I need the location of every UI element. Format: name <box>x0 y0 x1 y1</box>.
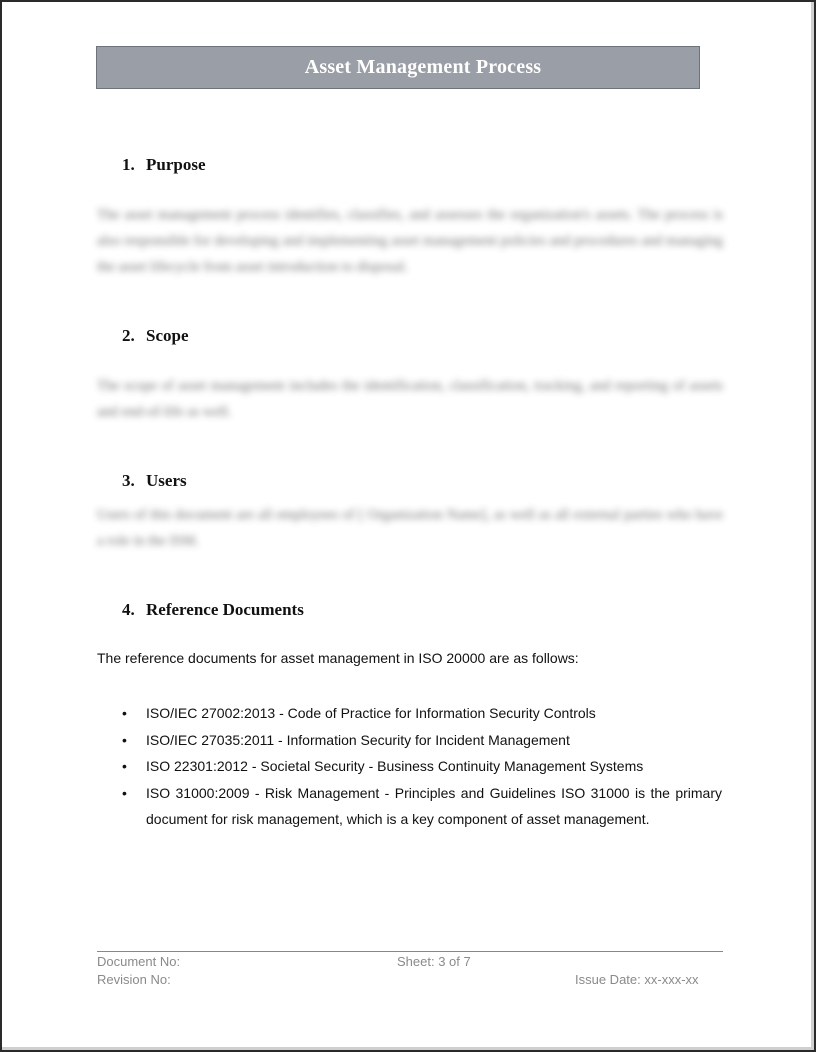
section-body-users: Users of this document are all employees of [ Organization Name], as well as all external parties who have a role in the ISM. <box>97 507 723 549</box>
reference-item-text: ISO 22301:2012 - Societal Security - Business Continuity Management Systems <box>146 758 644 774</box>
footer-revision-no: Revision No: <box>97 972 171 987</box>
title-banner <box>96 46 700 89</box>
section-number: 4. <box>122 600 135 619</box>
reference-item-text: ISO 31000:2009 - Risk Management - Principles and Guidelines ISO 31000 is the primary document for risk management, which is a key component of asset management. <box>146 784 722 827</box>
section-heading-purpose <box>122 155 206 175</box>
list-item <box>122 753 722 780</box>
footer-issue-date: Issue Date: xx-xxx-xx <box>575 972 699 987</box>
footer-document-no: Document No: <box>97 954 181 969</box>
footer-sheet-number: Sheet: 3 of 7 <box>397 954 471 969</box>
reference-item-text: ISO/IEC 27002:2013 - Code of Practice for Information Security Controls <box>146 705 596 721</box>
reference-intro-text: The reference documents for asset management in ISO 20000 are as follows: <box>97 650 579 666</box>
section-body-purpose: The asset management process identifies, classifies, and assesses the organization's assets. The process is also responsible for developing and implementing asset management policies and procedures and managing the asset lifecycle from asset introduction to disposal. <box>97 207 723 275</box>
bullet-icon: • <box>122 705 127 721</box>
section-title: Purpose <box>146 155 206 174</box>
list-item <box>122 700 722 727</box>
reference-item-text: ISO/IEC 27035:2011 - Information Security for Incident Management <box>146 731 570 748</box>
footer-divider <box>97 951 723 952</box>
bullet-icon: • <box>122 784 127 801</box>
section-number: 2. <box>122 326 135 345</box>
section-title: Reference Documents <box>146 600 304 619</box>
list-item <box>122 727 722 754</box>
section-title: Scope <box>146 326 189 345</box>
document-title: Asset Management Process <box>304 56 542 78</box>
section-title: Users <box>146 471 187 490</box>
section-number: 1. <box>122 155 135 174</box>
reference-list <box>122 700 722 833</box>
section-heading-reference-documents <box>122 600 304 620</box>
section-body-scope: The scope of asset management includes the identification, classification, tracking, and reporting of assets and end-of-life as well. <box>97 378 723 420</box>
bullet-icon: • <box>122 758 127 774</box>
section-heading-users <box>122 471 187 491</box>
bullet-icon: • <box>122 731 127 748</box>
section-heading-scope <box>122 326 189 346</box>
section-number: 3. <box>122 471 135 490</box>
list-item <box>122 780 722 833</box>
